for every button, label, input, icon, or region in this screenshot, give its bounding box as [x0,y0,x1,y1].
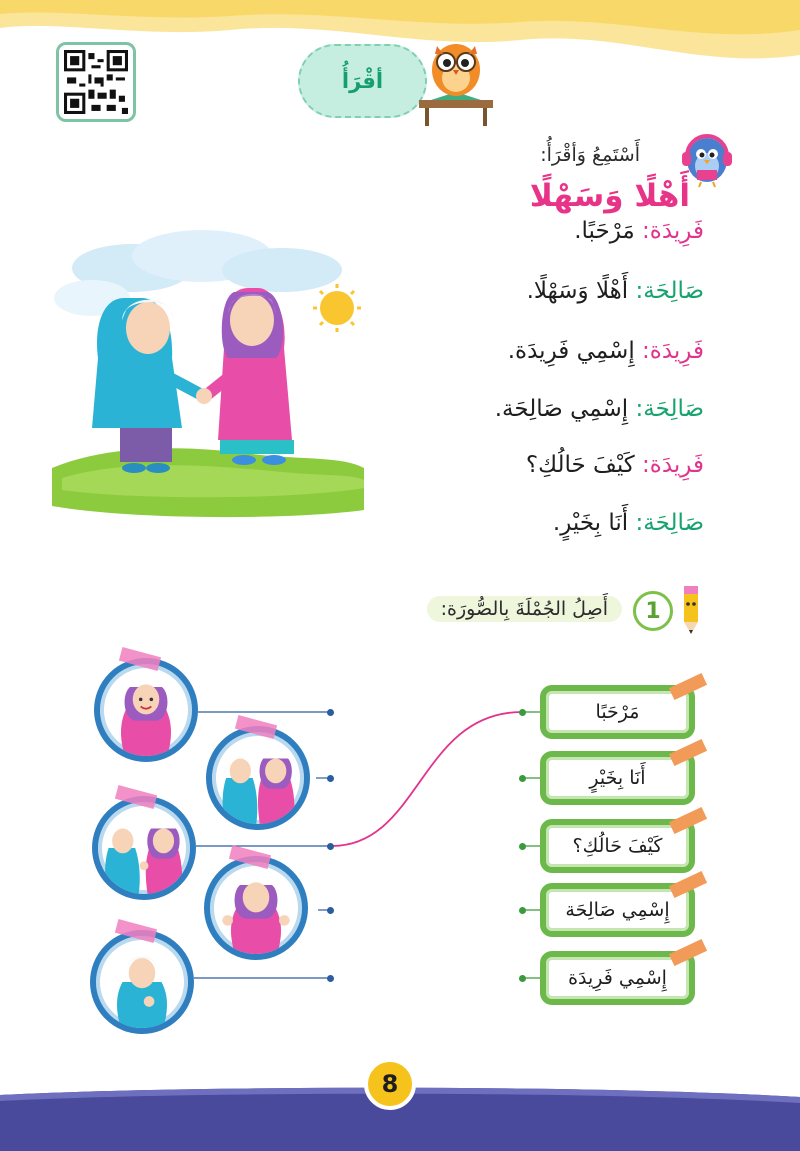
connector-dot[interactable] [519,709,526,716]
exercise-instruction: أَصِلُ الجُمْلَةَ بِالصُّورَة: [427,596,622,622]
dialogue-text: أَنَا بِخَيْرٍ. [552,510,636,536]
page-number-badge: 8 [364,1058,416,1110]
connector-dot[interactable] [519,843,526,850]
listen-instruction: أَسْتَمِعُ وَأقْرَأُ: [540,144,640,166]
girl-waving-picture [100,664,192,756]
section-label: أقْرَأُ [341,69,384,93]
phrase-text: مَرْحَبًا [595,701,640,723]
example-match-line [332,712,522,846]
connector-dot[interactable] [327,843,334,850]
dialogue-text: كَيْفَ حَالُكِ؟ [525,452,643,478]
girls-talking-picture [212,732,304,824]
dialogue-text: مَرْحَبًا. [574,218,643,244]
connector-dot[interactable] [327,975,334,982]
dialogue-speaker: صَالِحَة: [635,510,704,536]
connector-dot[interactable] [327,907,334,914]
dialogue-speaker: صَالِحَة: [635,278,704,304]
connector-dot[interactable] [519,775,526,782]
dialogue-text: أَهْلًا وَسَهْلًا. [526,278,636,304]
picture-circle-2[interactable] [206,726,310,830]
connector-dot[interactable] [327,775,334,782]
phrase-text: إِسْمِي فَرِيدَة [568,967,667,989]
connector-dot[interactable] [327,709,334,716]
picture-circle-5[interactable] [90,930,194,1034]
exercise-number-badge: 1 [633,591,673,631]
dialogue-speaker: فَرِيدَة: [642,218,704,244]
phrase-text: إِسْمِي صَالِحَة [565,899,670,921]
girls-handshake-picture [98,802,190,894]
phrase-text: كَيْفَ حَالُكِ؟ [572,835,663,857]
dialogue-speaker: فَرِيدَة: [642,452,704,478]
dialogue-speaker: صَالِحَة: [635,396,704,422]
picture-circle-4[interactable] [204,856,308,960]
dialogue-speaker: فَرِيدَة: [642,338,704,364]
connector-dot[interactable] [519,907,526,914]
dialogue-text: إِسْمِي فَرِيدَة. [507,338,643,364]
dialogue-title: أَهْلًا وَسَهْلًا [529,178,690,214]
connector-dot[interactable] [519,975,526,982]
picture-circle-3[interactable] [92,796,196,900]
dialogue-text: إِسْمِي صَالِحَة. [494,396,636,422]
picture-circle-1[interactable] [94,658,198,762]
phrase-text: أَنَا بِخَيْرٍ [589,767,646,789]
girl-hand-on-chest-picture [96,936,188,1028]
girl-thumbs-up-picture [210,862,302,954]
